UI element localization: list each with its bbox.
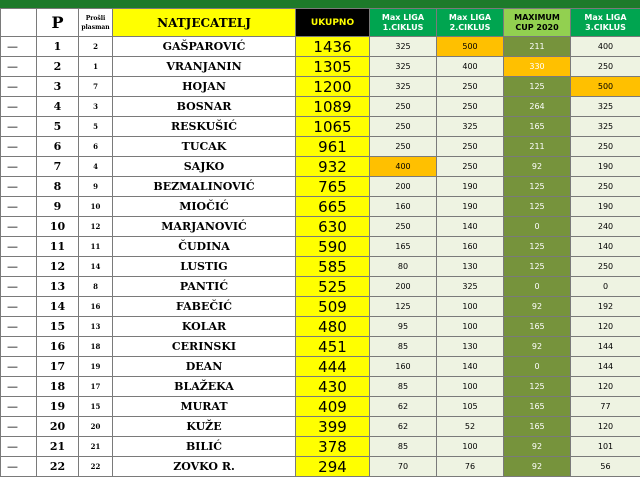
header-liga-cycle-1: Max LIGA 1.CIKLUS: [370, 9, 437, 37]
table-row: [1, 257, 640, 277]
total-points-cell: 480: [296, 317, 370, 337]
previous-placement-cell: 11: [79, 237, 113, 257]
liga-cycle-3-cell: 120: [571, 317, 640, 337]
table-row: [1, 337, 640, 357]
liga-cycle-2-cell: 130: [437, 257, 504, 277]
competitor-name-cell: LUSTIG: [113, 257, 296, 277]
total-points-cell: 430: [296, 377, 370, 397]
trend-indicator: —: [1, 397, 37, 417]
trend-indicator: —: [1, 257, 37, 277]
trend-indicator: —: [1, 357, 37, 377]
total-points-cell: 1200: [296, 77, 370, 97]
previous-placement-cell: 19: [79, 357, 113, 377]
competitor-name-cell: CERINSKI: [113, 337, 296, 357]
table-row: [1, 117, 640, 137]
trend-indicator: —: [1, 237, 37, 257]
liga-cycle-3-cell: 190: [571, 157, 640, 177]
table-row: [1, 77, 640, 97]
liga-cycle-2-cell: 100: [437, 297, 504, 317]
liga-cycle-3-cell: 240: [571, 217, 640, 237]
maximum-cup-cell: 125: [504, 77, 571, 97]
trend-indicator: —: [1, 77, 37, 97]
position-cell: 18: [37, 377, 79, 397]
competitor-name-cell: BEZMALINOVIĆ: [113, 177, 296, 197]
trend-indicator: —: [1, 137, 37, 157]
previous-placement-cell: 18: [79, 337, 113, 357]
maximum-cup-cell: 125: [504, 237, 571, 257]
total-points-cell: 451: [296, 337, 370, 357]
position-cell: 6: [37, 137, 79, 157]
total-points-cell: 630: [296, 217, 370, 237]
liga-cycle-1-cell: 70: [370, 457, 437, 477]
competitor-name-cell: TUCAK: [113, 137, 296, 157]
liga-cycle-2-cell: 100: [437, 377, 504, 397]
position-cell: 14: [37, 297, 79, 317]
position-cell: 22: [37, 457, 79, 477]
position-cell: 4: [37, 97, 79, 117]
maximum-cup-cell: 211: [504, 137, 571, 157]
previous-placement-cell: 12: [79, 217, 113, 237]
liga-cycle-2-cell: 500: [437, 37, 504, 57]
liga-cycle-1-cell: 62: [370, 397, 437, 417]
liga-cycle-1-cell: 250: [370, 97, 437, 117]
total-points-cell: 1065: [296, 117, 370, 137]
position-cell: 1: [37, 37, 79, 57]
maximum-cup-cell: 92: [504, 457, 571, 477]
table-row: [1, 417, 640, 437]
header-competitor: NATJECATELJ: [113, 9, 296, 37]
liga-cycle-2-cell: 250: [437, 97, 504, 117]
liga-cycle-3-cell: 250: [571, 257, 640, 277]
position-cell: 21: [37, 437, 79, 457]
header-trend-cell: [1, 9, 37, 37]
competitor-name-cell: VRANJANIN: [113, 57, 296, 77]
table-row: [1, 397, 640, 417]
previous-placement-cell: 5: [79, 117, 113, 137]
maximum-cup-cell: 92: [504, 157, 571, 177]
liga-cycle-2-cell: 76: [437, 457, 504, 477]
liga-cycle-1-cell: 250: [370, 137, 437, 157]
total-points-cell: 1436: [296, 37, 370, 57]
liga-cycle-1-cell: 325: [370, 57, 437, 77]
previous-placement-cell: 10: [79, 197, 113, 217]
maximum-cup-cell: 0: [504, 277, 571, 297]
competitor-name-cell: BOSNAR: [113, 97, 296, 117]
trend-indicator: —: [1, 217, 37, 237]
previous-placement-cell: 3: [79, 97, 113, 117]
trend-indicator: —: [1, 57, 37, 77]
previous-placement-cell: 21: [79, 437, 113, 457]
maximum-cup-cell: 125: [504, 177, 571, 197]
liga-cycle-3-cell: 400: [571, 37, 640, 57]
position-cell: 13: [37, 277, 79, 297]
previous-placement-cell: 4: [79, 157, 113, 177]
table-row: [1, 237, 640, 257]
maximum-cup-cell: 211: [504, 37, 571, 57]
previous-placement-cell: 1: [79, 57, 113, 77]
table-row: [1, 297, 640, 317]
liga-cycle-2-cell: 140: [437, 217, 504, 237]
total-points-cell: 444: [296, 357, 370, 377]
previous-placement-cell: 14: [79, 257, 113, 277]
liga-cycle-2-cell: 140: [437, 357, 504, 377]
trend-indicator: —: [1, 177, 37, 197]
liga-cycle-3-cell: 250: [571, 137, 640, 157]
position-cell: 17: [37, 357, 79, 377]
competitor-name-cell: BILIĆ: [113, 437, 296, 457]
liga-cycle-3-cell: 77: [571, 397, 640, 417]
table-row: [1, 377, 640, 397]
liga-cycle-2-cell: 52: [437, 417, 504, 437]
competitor-name-cell: MARJANOVIĆ: [113, 217, 296, 237]
position-cell: 3: [37, 77, 79, 97]
trend-indicator: —: [1, 277, 37, 297]
table-row: [1, 437, 640, 457]
liga-cycle-2-cell: 190: [437, 197, 504, 217]
liga-cycle-3-cell: 192: [571, 297, 640, 317]
position-cell: 12: [37, 257, 79, 277]
total-points-cell: 590: [296, 237, 370, 257]
liga-cycle-1-cell: 200: [370, 277, 437, 297]
maximum-cup-cell: 92: [504, 337, 571, 357]
total-points-cell: 1089: [296, 97, 370, 117]
total-points-cell: 409: [296, 397, 370, 417]
trend-indicator: —: [1, 97, 37, 117]
liga-cycle-2-cell: 325: [437, 277, 504, 297]
liga-cycle-2-cell: 105: [437, 397, 504, 417]
competitor-name-cell: FABEČIĆ: [113, 297, 296, 317]
table-row: [1, 137, 640, 157]
liga-cycle-1-cell: 85: [370, 377, 437, 397]
top-green-bar: [0, 0, 640, 8]
trend-indicator: —: [1, 157, 37, 177]
total-points-cell: 765: [296, 177, 370, 197]
competitor-name-cell: MURAT: [113, 397, 296, 417]
total-points-cell: 399: [296, 417, 370, 437]
position-cell: 2: [37, 57, 79, 77]
maximum-cup-cell: 125: [504, 257, 571, 277]
competitor-name-cell: ZOVKO R.: [113, 457, 296, 477]
liga-cycle-1-cell: 200: [370, 177, 437, 197]
header-previous-placement: Prošli plasman: [79, 9, 113, 37]
position-cell: 19: [37, 397, 79, 417]
liga-cycle-3-cell: 250: [571, 57, 640, 77]
previous-placement-cell: 17: [79, 377, 113, 397]
liga-cycle-2-cell: 190: [437, 177, 504, 197]
trend-indicator: —: [1, 377, 37, 397]
trend-indicator: —: [1, 417, 37, 437]
trend-indicator: —: [1, 297, 37, 317]
total-points-cell: 525: [296, 277, 370, 297]
previous-placement-cell: 16: [79, 297, 113, 317]
liga-cycle-2-cell: 250: [437, 157, 504, 177]
liga-cycle-3-cell: 190: [571, 197, 640, 217]
table-row: [1, 277, 640, 297]
liga-cycle-1-cell: 165: [370, 237, 437, 257]
maximum-cup-cell: 125: [504, 197, 571, 217]
header-maximum-cup: MAXIMUM CUP 2020: [504, 9, 571, 37]
previous-placement-cell: 2: [79, 37, 113, 57]
liga-cycle-1-cell: 95: [370, 317, 437, 337]
position-cell: 20: [37, 417, 79, 437]
trend-indicator: —: [1, 457, 37, 477]
standings-table: [0, 8, 640, 477]
previous-placement-cell: 20: [79, 417, 113, 437]
maximum-cup-cell: 165: [504, 397, 571, 417]
liga-cycle-2-cell: 100: [437, 317, 504, 337]
competitor-name-cell: ČUDINA: [113, 237, 296, 257]
competitor-name-cell: PANTIĆ: [113, 277, 296, 297]
position-cell: 16: [37, 337, 79, 357]
competitor-name-cell: MIOČIĆ: [113, 197, 296, 217]
maximum-cup-cell: 264: [504, 97, 571, 117]
competitor-name-cell: DEAN: [113, 357, 296, 377]
trend-indicator: —: [1, 317, 37, 337]
total-points-cell: 1305: [296, 57, 370, 77]
total-points-cell: 665: [296, 197, 370, 217]
position-cell: 8: [37, 177, 79, 197]
liga-cycle-3-cell: 144: [571, 357, 640, 377]
header-position: P: [37, 9, 79, 37]
total-points-cell: 378: [296, 437, 370, 457]
table-row: [1, 217, 640, 237]
position-cell: 7: [37, 157, 79, 177]
trend-indicator: —: [1, 437, 37, 457]
liga-cycle-3-cell: 101: [571, 437, 640, 457]
liga-cycle-3-cell: 56: [571, 457, 640, 477]
liga-cycle-2-cell: 130: [437, 337, 504, 357]
position-cell: 15: [37, 317, 79, 337]
maximum-cup-cell: 92: [504, 297, 571, 317]
liga-cycle-3-cell: 120: [571, 417, 640, 437]
liga-cycle-3-cell: 250: [571, 177, 640, 197]
competitor-name-cell: KOLAR: [113, 317, 296, 337]
header-liga-cycle-2: Max LIGA 2.CIKLUS: [437, 9, 504, 37]
liga-cycle-3-cell: 0: [571, 277, 640, 297]
position-cell: 5: [37, 117, 79, 137]
trend-indicator: —: [1, 37, 37, 57]
previous-placement-cell: 6: [79, 137, 113, 157]
liga-cycle-2-cell: 325: [437, 117, 504, 137]
liga-cycle-1-cell: 80: [370, 257, 437, 277]
table-row: [1, 197, 640, 217]
total-points-cell: 585: [296, 257, 370, 277]
position-cell: 10: [37, 217, 79, 237]
table-row: [1, 177, 640, 197]
liga-cycle-1-cell: 85: [370, 437, 437, 457]
trend-indicator: —: [1, 117, 37, 137]
liga-cycle-1-cell: 325: [370, 77, 437, 97]
liga-cycle-3-cell: 140: [571, 237, 640, 257]
liga-cycle-1-cell: 125: [370, 297, 437, 317]
position-cell: 11: [37, 237, 79, 257]
competitor-name-cell: KUŽE: [113, 417, 296, 437]
liga-cycle-3-cell: 120: [571, 377, 640, 397]
total-points-cell: 294: [296, 457, 370, 477]
trend-indicator: —: [1, 197, 37, 217]
liga-cycle-1-cell: 62: [370, 417, 437, 437]
liga-cycle-1-cell: 250: [370, 117, 437, 137]
liga-cycle-1-cell: 325: [370, 37, 437, 57]
table-row: [1, 157, 640, 177]
liga-cycle-2-cell: 160: [437, 237, 504, 257]
header-row: [1, 9, 640, 37]
competitor-name-cell: GAŠPAROVIĆ: [113, 37, 296, 57]
maximum-cup-cell: 330: [504, 57, 571, 77]
maximum-cup-cell: 165: [504, 417, 571, 437]
previous-placement-cell: 15: [79, 397, 113, 417]
previous-placement-cell: 9: [79, 177, 113, 197]
previous-placement-cell: 7: [79, 77, 113, 97]
liga-cycle-3-cell: 144: [571, 337, 640, 357]
competitor-name-cell: RESKUŠIĆ: [113, 117, 296, 137]
liga-cycle-3-cell: 325: [571, 97, 640, 117]
maximum-cup-cell: 165: [504, 117, 571, 137]
liga-cycle-2-cell: 250: [437, 137, 504, 157]
table-row: [1, 37, 640, 57]
table-row: [1, 57, 640, 77]
total-points-cell: 961: [296, 137, 370, 157]
maximum-cup-cell: 0: [504, 357, 571, 377]
liga-cycle-1-cell: 400: [370, 157, 437, 177]
liga-cycle-1-cell: 85: [370, 337, 437, 357]
previous-placement-cell: 13: [79, 317, 113, 337]
table-row: [1, 357, 640, 377]
maximum-cup-cell: 92: [504, 437, 571, 457]
competitor-name-cell: HOJAN: [113, 77, 296, 97]
position-cell: 9: [37, 197, 79, 217]
liga-cycle-2-cell: 250: [437, 77, 504, 97]
liga-cycle-3-cell: 325: [571, 117, 640, 137]
liga-cycle-3-cell: 500: [571, 77, 640, 97]
maximum-cup-cell: 125: [504, 377, 571, 397]
liga-cycle-1-cell: 160: [370, 357, 437, 377]
maximum-cup-cell: 165: [504, 317, 571, 337]
maximum-cup-cell: 0: [504, 217, 571, 237]
table-row: [1, 97, 640, 117]
total-points-cell: 932: [296, 157, 370, 177]
competitor-name-cell: SAJKO: [113, 157, 296, 177]
total-points-cell: 509: [296, 297, 370, 317]
liga-cycle-2-cell: 400: [437, 57, 504, 77]
liga-cycle-1-cell: 250: [370, 217, 437, 237]
liga-cycle-1-cell: 160: [370, 197, 437, 217]
header-liga-cycle-3: Max LIGA 3.CIKLUS: [571, 9, 640, 37]
liga-cycle-2-cell: 100: [437, 437, 504, 457]
table-row: [1, 457, 640, 477]
table-row: [1, 317, 640, 337]
previous-placement-cell: 8: [79, 277, 113, 297]
header-total: UKUPNO: [296, 9, 370, 37]
trend-indicator: —: [1, 337, 37, 357]
previous-placement-cell: 22: [79, 457, 113, 477]
competitor-name-cell: BLAŽEKA: [113, 377, 296, 397]
